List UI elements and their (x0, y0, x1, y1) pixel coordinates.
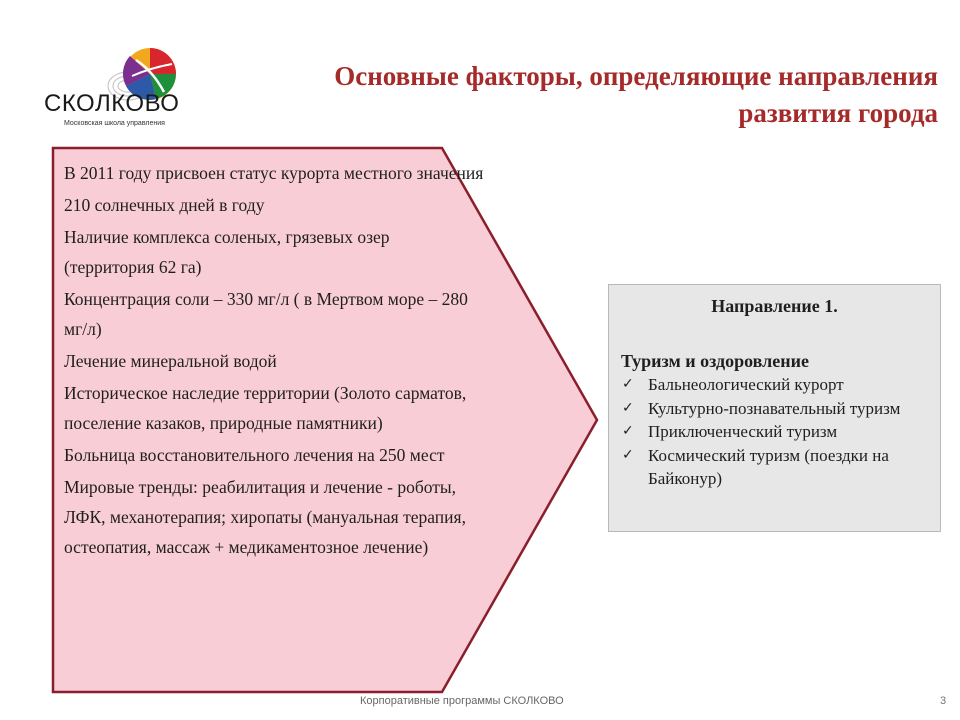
footer-text: Корпоративные программы СКОЛКОВО (360, 695, 564, 707)
direction-item (621, 373, 928, 397)
factor-item: Историческое наследие территории (Золото сарматов, поселение казаков, природные памятники) (64, 383, 467, 433)
title-line-2: развития города (738, 98, 938, 128)
direction-item (621, 420, 928, 444)
direction-title: Направление 1. (711, 296, 838, 316)
page-number: 3 (940, 695, 947, 707)
direction-item (621, 444, 928, 491)
logo-wordmark: СКОЛКОВО (44, 90, 180, 117)
direction-subtitle: Туризм и оздоровление (621, 351, 809, 371)
direction-item-label: Бальнеологический курорт (648, 375, 844, 394)
direction-item-label: Культурно-познавательный туризм (648, 398, 901, 418)
logo-subtitle: Московская школа управления (64, 120, 165, 127)
title-line-1: Основные факторы, определяющие направления (334, 61, 938, 91)
factor-item: 210 солнечных дней в году (64, 195, 265, 215)
factor-item: Концентрация соли – 330 мг/л ( в Мертвом море – 280 мг/л) (64, 289, 468, 339)
factor-item: Лечение минеральной водой (64, 351, 277, 371)
checkmark-icon: ✓ (622, 423, 634, 439)
direction-list (621, 373, 928, 491)
factor-item: В 2011 году присвоен статус курорта местного значения (64, 163, 484, 183)
factor-item: Больница восстановительного лечения на 250 мест (64, 445, 445, 465)
factor-item: Наличие комплекса соленых, грязевых озер (территория 62 га) (64, 227, 390, 277)
checkmark-icon: ✓ (622, 376, 634, 392)
checkmark-icon: ✓ (622, 446, 634, 463)
direction-box (608, 284, 941, 532)
direction-item (621, 397, 928, 421)
direction-item-label: Приключенческий туризм (648, 422, 838, 441)
factors-list (64, 158, 484, 564)
checkmark-icon: ✓ (622, 399, 634, 416)
direction-item-label: Космический туризм (поездки на Байконур) (648, 445, 889, 488)
factor-item: Мировые тренды: реабилитация и лечение - роботы, ЛФК, механотерапия; хиропаты (мануальная терапия, остеопатия, массаж + медикаментозное лечение) (64, 477, 466, 557)
